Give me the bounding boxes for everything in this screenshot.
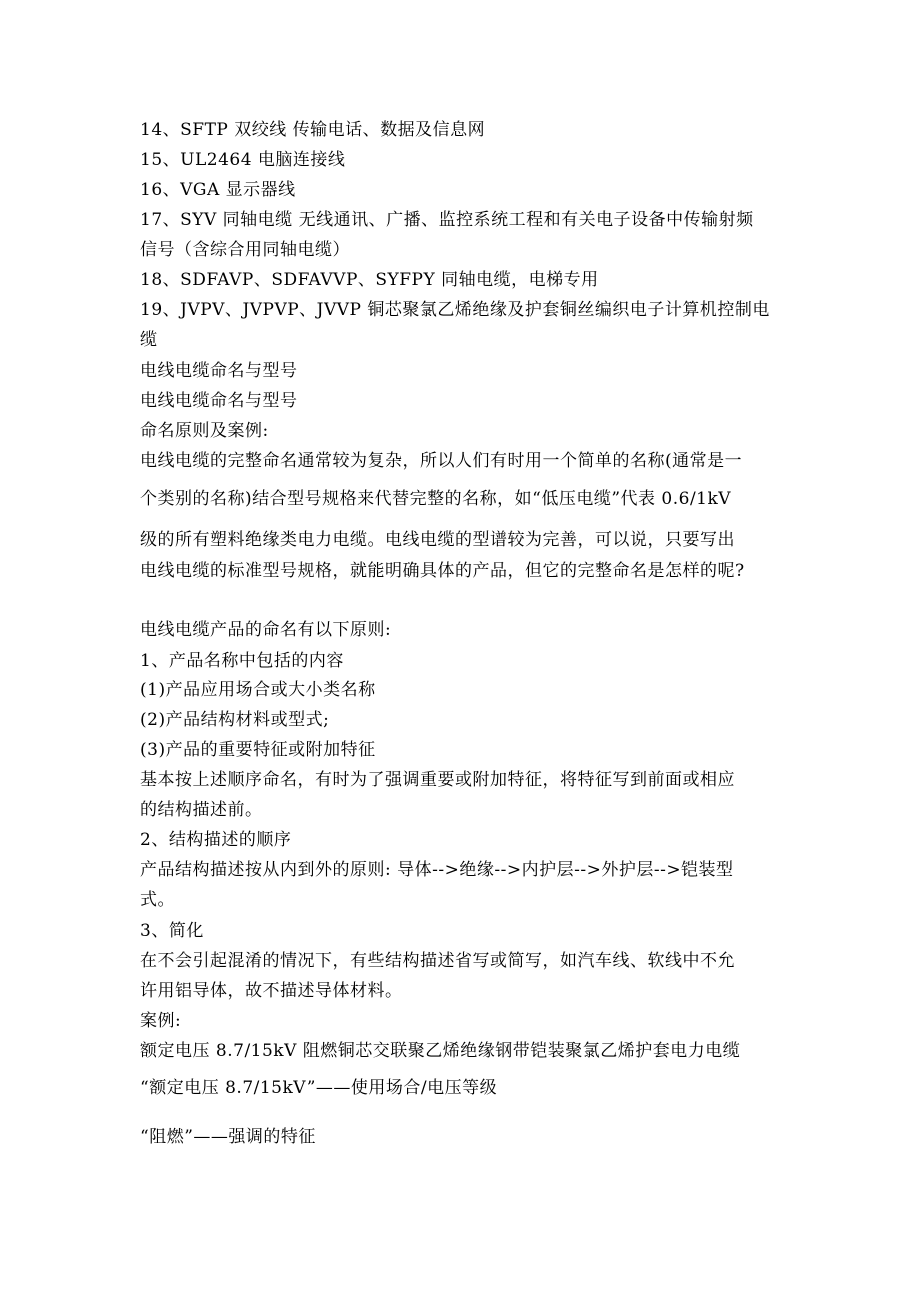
text-line: 电线电缆命名与型号 — [140, 391, 298, 411]
text-line: (2)产品结构材料或型式; — [140, 710, 330, 730]
text-line: 额定电压 8.7/15kV 阻燃铜芯交联聚乙烯绝缘钢带铠装聚氯乙烯护套电力电缆 — [140, 1041, 741, 1061]
text-line: “额定电压 8.7/15kV”——使用场合/电压等级 — [140, 1078, 498, 1098]
text-line: 电线电缆产品的命名有以下原则: — [140, 620, 392, 640]
text-line: 个类别的名称)结合型号规格来代替完整的名称，如“低压电缆”代表 0.6/1kV — [140, 489, 732, 509]
text-line: 式。 — [140, 890, 175, 910]
text-line: 2、结构描述的顺序 — [140, 830, 292, 850]
text-line: 15、UL2464 电脑连接线 — [140, 150, 346, 170]
text-line: 级的所有塑料绝缘类电力电缆。电线电缆的型谱较为完善，可以说，只要写出 — [140, 530, 735, 550]
text-line: 电线电缆的完整命名通常较为复杂，所以人们有时用一个简单的名称(通常是一 — [140, 451, 743, 471]
text-line: 3、简化 — [140, 921, 204, 941]
text-line: 的结构描述前。 — [140, 800, 263, 820]
text-line: 基本按上述顺序命名，有时为了强调重要或附加特征，将特征写到前面或相应 — [140, 770, 735, 790]
text-line: 在不会引起混淆的情况下，有些结构描述省写或简写，如汽车线、软线中不允 — [140, 951, 735, 971]
text-line: “阻燃”——强调的特征 — [140, 1127, 316, 1147]
text-line: (3)产品的重要特征或附加特征 — [140, 740, 376, 760]
text-line: (1)产品应用场合或大小类名称 — [140, 680, 376, 700]
text-line: 命名原则及案例: — [140, 421, 269, 441]
text-line: 缆 — [140, 330, 158, 350]
text-line: 电线电缆的标准型号规格，就能明确具体的产品，但它的完整命名是怎样的呢? — [140, 561, 745, 581]
text-line: 1、产品名称中包括的内容 — [140, 651, 344, 671]
text-line: 信号（含综合用同轴电缆） — [140, 240, 350, 260]
text-line: 电线电缆命名与型号 — [140, 361, 298, 381]
text-line: 产品结构描述按从内到外的原则: 导体-->绝缘-->内护层-->外护层-->铠装型 — [140, 860, 734, 880]
text-line: 案例: — [140, 1011, 182, 1031]
text-line: 17、SYV 同轴电缆 无线通讯、广播、监控系统工程和有关电子设备中传输射频 — [140, 210, 754, 230]
text-line: 19、JVPV、JVPVP、JVVP 铜芯聚氯乙烯绝缘及护套铜丝编织电子计算机控制电 — [140, 300, 770, 320]
text-line: 14、SFTP 双绞线 传输电话、数据及信息网 — [140, 120, 486, 140]
text-line: 许用铝导体，故不描述导体材料。 — [140, 981, 403, 1001]
text-line: 18、SDFAVP、SDFAVVP、SYFPY 同轴电缆，电梯专用 — [140, 270, 599, 290]
text-line: 16、VGA 显示器线 — [140, 180, 296, 200]
